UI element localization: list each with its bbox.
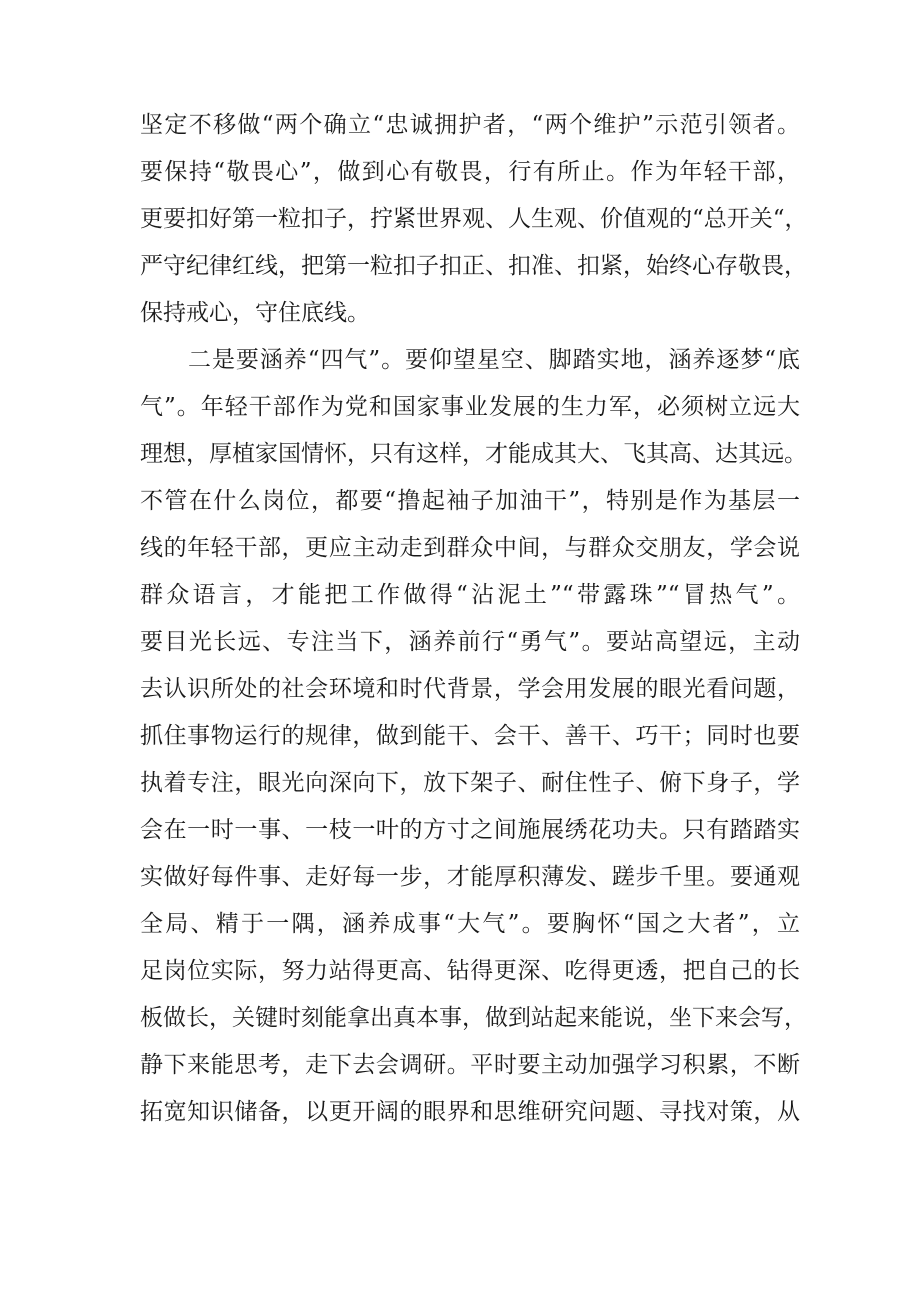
- text-line: 要目光长远、专注当下，涵养前行“勇气”。要站高望远，主动: [140, 629, 800, 655]
- text-line: 线的年轻干部，更应主动走到群众中间，与群众交朋友，学会说: [140, 535, 800, 561]
- text-line: 理想，厚植家国情怀，只有这样，才能成其大、飞其高、达其远。: [140, 441, 807, 467]
- text-line: 会在一时一事、一枝一叶的方寸之间施展绣花功夫。只有踏踏实: [140, 817, 800, 843]
- text-line: 全局、精于一隅，涵养成事“大气”。要胸怀“国之大者”，立: [140, 911, 800, 937]
- text-line: 拓宽知识储备，以更开阔的眼界和思维研究问题、寻找对策，从: [140, 1099, 800, 1125]
- text-line: 保持戒心，守住底线。: [140, 300, 370, 326]
- text-line: 板做长，关键时刻能拿出真本事，做到站起来能说，坐下来会写，: [140, 1005, 807, 1031]
- text-line: 严守纪律红线，把第一粒扣子扣正、扣准、扣紧，始终心存敬畏，: [140, 253, 807, 279]
- paragraph-start-line: 二是要涵养“四气”。要仰望星空、脚踏实地，涵养逐梦“底: [188, 347, 800, 373]
- text-line: 更要扣好第一粒扣子，拧紧世界观、人生观、价值观的“总开关“，: [140, 206, 808, 232]
- text-line: 足岗位实际，努力站得更高、钻得更深、吃得更透，把自己的长: [140, 958, 800, 984]
- text-line: 要保持“敬畏心”，做到心有敬畏，行有所止。作为年轻干部，: [140, 159, 800, 185]
- text-line: 抓住事物运行的规律，做到能干、会干、善干、巧干；同时也要: [140, 723, 800, 749]
- text-line: 去认识所处的社会环境和时代背景，学会用发展的眼光看问题，: [140, 676, 800, 702]
- text-line: 不管在什么岗位，都要“撸起袖子加油干”，特别是作为基层一: [140, 488, 800, 514]
- text-line: 气”。年轻干部作为党和国家事业发展的生力军，必须树立远大: [140, 394, 800, 420]
- text-line: 群众语言，才能把工作做得“沾泥土”“带露珠”“冒热气”。: [140, 582, 800, 608]
- text-line: 执着专注，眼光向深向下，放下架子、耐住性子、俯下身子，学: [140, 770, 800, 796]
- text-line: 实做好每件事、走好每一步，才能厚积薄发、蹉步千里。要通观: [140, 864, 800, 890]
- text-line: 静下来能思考，走下去会调研。平时要主动加强学习积累，不断: [140, 1052, 800, 1078]
- text-line: 坚定不移做“两个确立“忠诚拥护者，“两个维护”示范引领者。: [140, 112, 800, 138]
